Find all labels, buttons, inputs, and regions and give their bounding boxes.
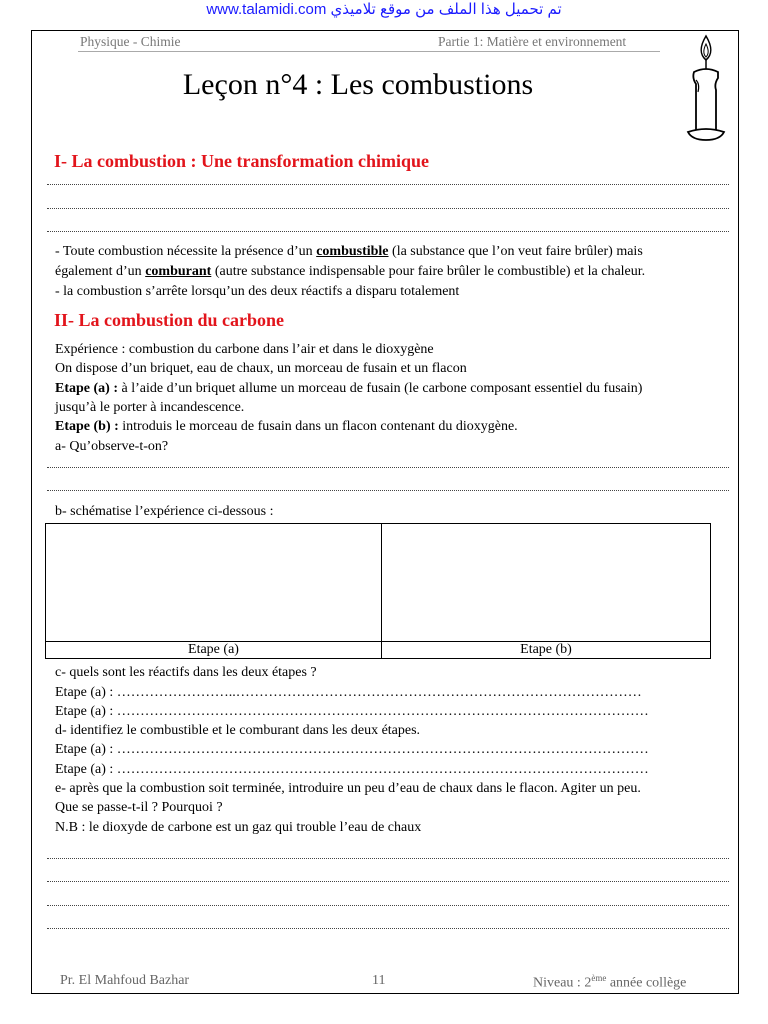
footer-level: Niveau : 2ème année collège: [533, 973, 687, 991]
step-b-line: Etape (b) : introduis le morceau de fusain dans un flacon contenant du dioxygène.: [55, 419, 518, 434]
answer-c-a: Etape (a) : ……………………..……………………………………………………………………………: [55, 685, 642, 700]
candle-icon: [680, 32, 732, 142]
lesson-title: Leçon n°4 : Les combustions: [182, 68, 534, 101]
answer-line: [47, 208, 729, 209]
banner-arabic-text: تم تحميل هذا الملف من موقع تلاميذي: [330, 1, 562, 18]
step-a-line: Etape (a) : à l’aide d’un briquet allume un morceau de fusain (le carbone composant essentiel du fusain): [55, 381, 643, 396]
header-divider: [78, 51, 660, 52]
footer-author: Pr. El Mahfoud Bazhar: [60, 973, 190, 988]
question-c: c- quels sont les réactifs dans les deux étapes ?: [55, 665, 317, 680]
diagram-table: [45, 523, 711, 659]
caption-step-a: Etape (a): [188, 642, 239, 657]
answer-line: [47, 881, 729, 882]
table-divider: [381, 524, 382, 658]
answer-d-a: Etape (a) : ……………………………………………………………………………………………………: [55, 742, 649, 757]
question-e-2: Que se passe-t-il ? Pourquoi ?: [55, 800, 223, 815]
paragraph-line: - la combustion s’arrête lorsqu’un des deux réactifs a disparu totalement: [55, 284, 460, 299]
note-line: N.B : le dioxyde de carbone est un gaz qui trouble l’eau de chaux: [55, 820, 422, 835]
answer-line: [47, 231, 729, 232]
materials-line: On dispose d’un briquet, eau de chaux, un morceau de fusain et un flacon: [55, 361, 467, 376]
answer-line: [47, 928, 729, 929]
caption-step-b: Etape (b): [520, 642, 572, 657]
website-banner: [0, 0, 768, 22]
step-a-line-2: jusqu’à le porter à incandescence.: [55, 400, 245, 415]
question-a: a- Qu’observe-t-on?: [55, 439, 169, 454]
paragraph-line: également d’un comburant (autre substance indispensable pour faire brûler le combustible) et la chaleur.: [55, 264, 646, 279]
answer-line: [47, 490, 729, 491]
header-part: Partie 1: Matière et environnement: [438, 34, 627, 49]
answer-line: [47, 858, 729, 859]
banner-url[interactable]: www.talamidi.com: [206, 1, 327, 18]
footer-page-number: 11: [372, 973, 386, 988]
question-d: d- identifiez le combustible et le comburant dans les deux étapes.: [55, 723, 421, 738]
question-b: b- schématise l’expérience ci-dessous :: [55, 504, 274, 519]
keyword-combustible: combustible: [316, 244, 389, 259]
section1-heading: I- La combustion : Une transformation chimique: [54, 151, 430, 171]
header-subject: Physique - Chimie: [80, 34, 181, 49]
answer-line: [47, 184, 729, 185]
question-e: e- après que la combustion soit terminée, introduire un peu d’eau de chaux dans le flacon. Agiter un peu.: [55, 781, 641, 796]
paragraph-line: - Toute combustion nécessite la présence d’un combustible (la substance que l’on veut faire brûler) mais: [55, 244, 643, 259]
answer-d-b: Etape (a) : ……………………………………………………………………………………………………: [55, 762, 649, 777]
keyword-comburant: comburant: [145, 264, 212, 279]
answer-c-b: Etape (a) : ……………………………………………………………………………………………………: [55, 704, 649, 719]
section2-heading: II- La combustion du carbone: [54, 310, 285, 330]
answer-line: [47, 905, 729, 906]
answer-line: [47, 467, 729, 468]
experiment-line: Expérience : combustion du carbone dans l’air et dans le dioxygène: [55, 342, 434, 357]
